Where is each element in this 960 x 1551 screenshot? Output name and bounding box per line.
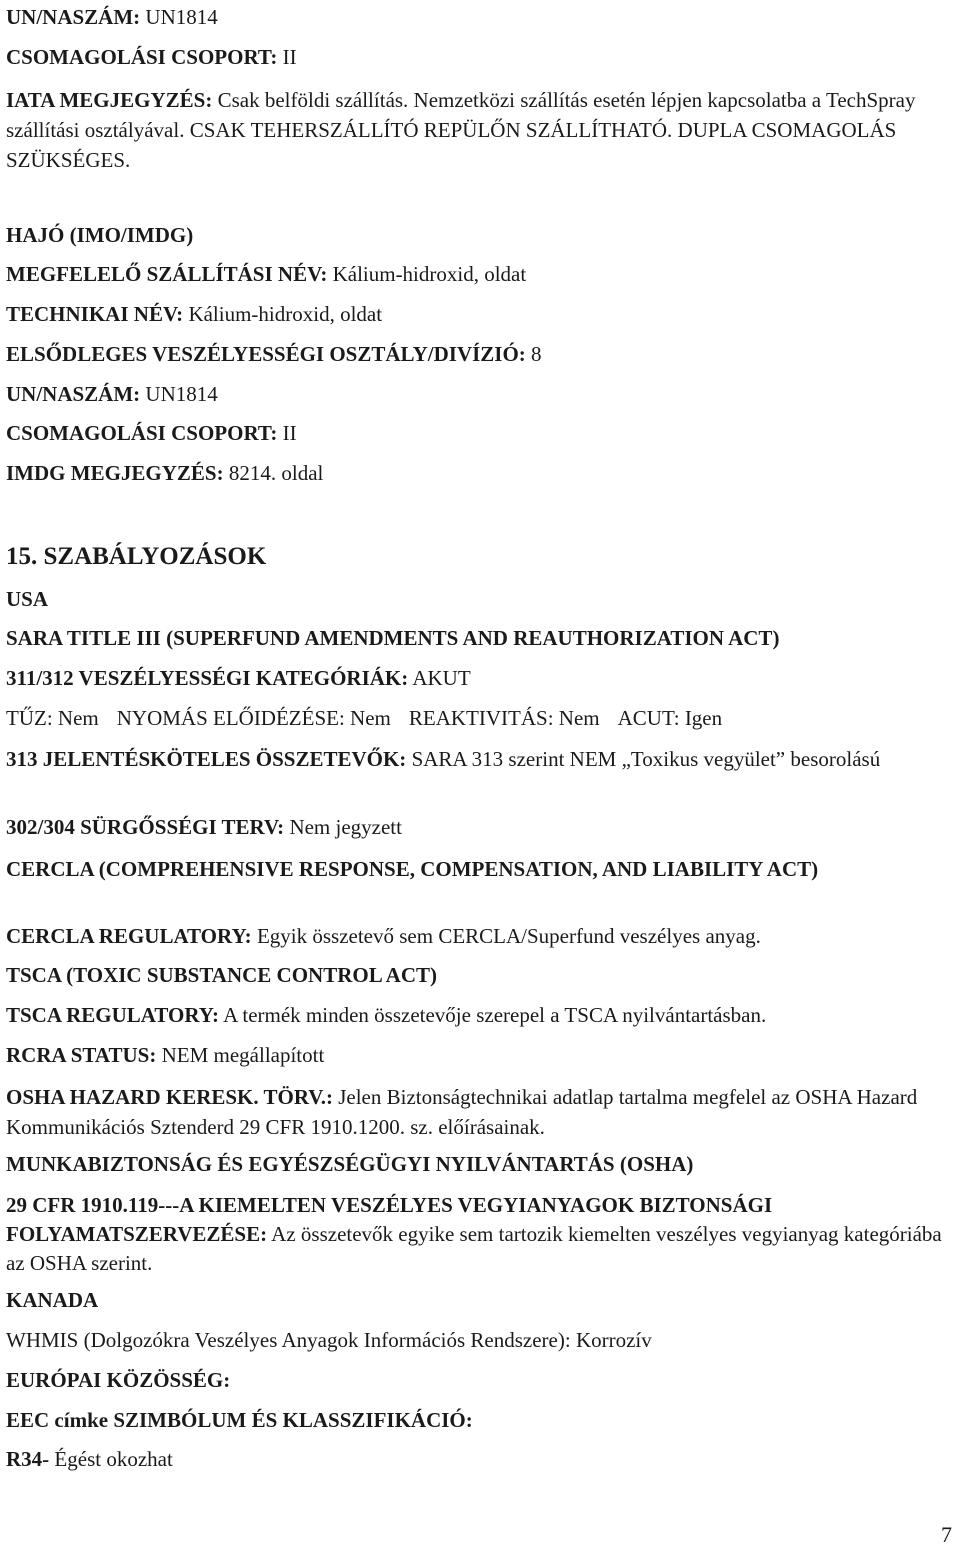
technical-name-label: TECHNIKAI NÉV: xyxy=(6,302,184,326)
osha-record-title: MUNKABIZTONSÁG ÉS EGYÉSZSÉGÜGYI NYILVÁNTARTÁS (OSHA) xyxy=(6,1152,694,1176)
rcra-value: NEM megállapított xyxy=(161,1043,325,1067)
cercla-reg-line xyxy=(6,924,940,948)
page-number: 7 xyxy=(941,1522,952,1547)
section-title: 15. SZABÁLYOZÁSOK xyxy=(6,543,267,570)
reactivity-flag: REAKTIVITÁS: Nem xyxy=(408,706,600,730)
sea-un-number-value: UN1814 xyxy=(145,382,218,406)
osha-line xyxy=(6,1082,954,1142)
packing-group-label: CSOMAGOLÁSI CSOPORT: xyxy=(6,45,278,69)
tsca-title: TSCA (TOXIC SUBSTANCE CONTROL ACT) xyxy=(6,963,437,987)
shipping-name-line xyxy=(6,262,940,286)
fire-flag: TŰZ: Nem xyxy=(6,706,99,730)
psm-line xyxy=(6,1191,950,1278)
eec-label: EEC címke SZIMBÓLUM ÉS KLASSZIFIKÁCIÓ: xyxy=(6,1408,473,1432)
shipping-name-label: MEGFELELŐ SZÁLLÍTÁSI NÉV: xyxy=(6,262,328,286)
rcra-label: RCRA STATUS: xyxy=(6,1043,157,1067)
un-number-value: UN1814 xyxy=(145,5,218,29)
reportable-value: SARA 313 szerint NEM „Toxikus vegyület” besorolású xyxy=(411,747,881,771)
cercla-title: CERCLA (COMPREHENSIVE RESPONSE, COMPENSATION, AND LIABILITY ACT) xyxy=(6,857,819,881)
hazard-categories-value: AKUT xyxy=(412,666,471,690)
tsca-reg-label: TSCA REGULATORY: xyxy=(6,1003,220,1027)
hazard-class-label: ELSŐDLEGES VESZÉLYESSÉGI OSZTÁLY/DIVÍZIÓ: xyxy=(6,342,526,366)
hazard-categories-label: 311/312 VESZÉLYESSÉGI KATEGÓRIÁK: xyxy=(6,666,409,690)
emergency-line xyxy=(6,815,940,839)
imdg-note-line xyxy=(6,461,940,485)
technical-name-line xyxy=(6,302,940,326)
r34-label: R34- xyxy=(6,1447,50,1471)
hazard-class-line xyxy=(6,342,940,366)
packing-group-line xyxy=(6,45,940,69)
reportable-label: 313 JELENTÉSKÖTELES ÖSSZETEVŐK: xyxy=(6,747,407,771)
tsca-reg-value: A termék minden összetevője szerepel a TSCA nyilvántartásban. xyxy=(223,1003,767,1027)
sea-un-number-label: UN/NASZÁM: xyxy=(6,382,141,406)
usa-label: USA xyxy=(6,587,49,611)
whmis-line: WHMIS (Dolgozókra Veszélyes Anyagok Információs Rendszere): Korrozív xyxy=(6,1328,652,1352)
sea-packing-group-label: CSOMAGOLÁSI CSOPORT: xyxy=(6,421,278,445)
sea-transport-heading: HAJÓ (IMO/IMDG) xyxy=(6,223,194,247)
imdg-note-value: 8214. oldal xyxy=(228,461,324,485)
sea-packing-group-line xyxy=(6,421,940,445)
hazard-class-value: 8 xyxy=(531,342,542,366)
emergency-value: Nem jegyzett xyxy=(289,815,402,839)
un-number-line xyxy=(6,5,940,29)
sea-un-number-line xyxy=(6,382,940,406)
eu-label: EURÓPAI KÖZÖSSÉG: xyxy=(6,1368,231,1392)
acute-flag: ACUT: Igen xyxy=(617,706,723,730)
packing-group-value: II xyxy=(282,45,297,69)
imdg-note-label: IMDG MEGJEGYZÉS: xyxy=(6,461,224,485)
iata-note-label: IATA MEGJEGYZÉS: xyxy=(6,88,213,112)
rcra-line xyxy=(6,1043,940,1067)
un-number-label: UN/NASZÁM: xyxy=(6,5,141,29)
osha-label: OSHA HAZARD KERESK. TÖRV.: xyxy=(6,1085,333,1109)
cercla-reg-label: CERCLA REGULATORY: xyxy=(6,924,252,948)
sea-packing-group-value: II xyxy=(282,421,297,445)
r34-value: Égést okozhat xyxy=(54,1447,173,1471)
cercla-reg-value: Egyik összetevő sem CERCLA/Superfund veszélyes anyag. xyxy=(256,924,761,948)
tsca-reg-line xyxy=(6,1003,940,1027)
technical-name-value: Kálium-hidroxid, oldat xyxy=(188,302,383,326)
canada-label: KANADA xyxy=(6,1288,99,1312)
osha-value: Jelen Biztonságtechnikai adatlap tartalma megfelel az OSHA Hazard Kommunikációs Sztenderd 29 CFR 1910.1200. sz. előírásainak. xyxy=(6,1085,918,1139)
hazard-categories-line xyxy=(6,666,940,690)
sara-title: SARA TITLE III (SUPERFUND AMENDMENTS AND REAUTHORIZATION ACT) xyxy=(6,626,780,650)
reportable-line xyxy=(6,746,930,773)
iata-note-value: Csak belföldi szállítás. Nemzetközi szállítás esetén lépjen kapcsolatba a TechSpray szállítási osztályával. CSAK TEHERSZÁLLÍTÓ REPÜLŐN SZÁLLÍTHATÓ. DUPLA CSOMAGOLÁS SZÜKSÉGES. xyxy=(6,88,916,172)
emergency-label: 302/304 SÜRGŐSSÉGI TERV: xyxy=(6,815,285,839)
r34-line xyxy=(6,1447,940,1471)
psm-label: 29 CFR 1910.119---A KIEMELTEN VESZÉLYES VEGYIANYAGOK BIZTONSÁGI FOLYAMATSZERVEZÉSE: xyxy=(6,1193,773,1246)
hazard-flags-line xyxy=(6,706,940,730)
psm-value: Az összetevők egyike sem tartozik kiemelten veszélyes vegyianyag kategóriába az OSHA szerint. xyxy=(6,1222,942,1275)
iata-note xyxy=(6,85,950,175)
pressure-flag: NYOMÁS ELŐIDÉZÉSE: Nem xyxy=(116,706,391,730)
shipping-name-value: Kálium-hidroxid, oldat xyxy=(332,262,527,286)
